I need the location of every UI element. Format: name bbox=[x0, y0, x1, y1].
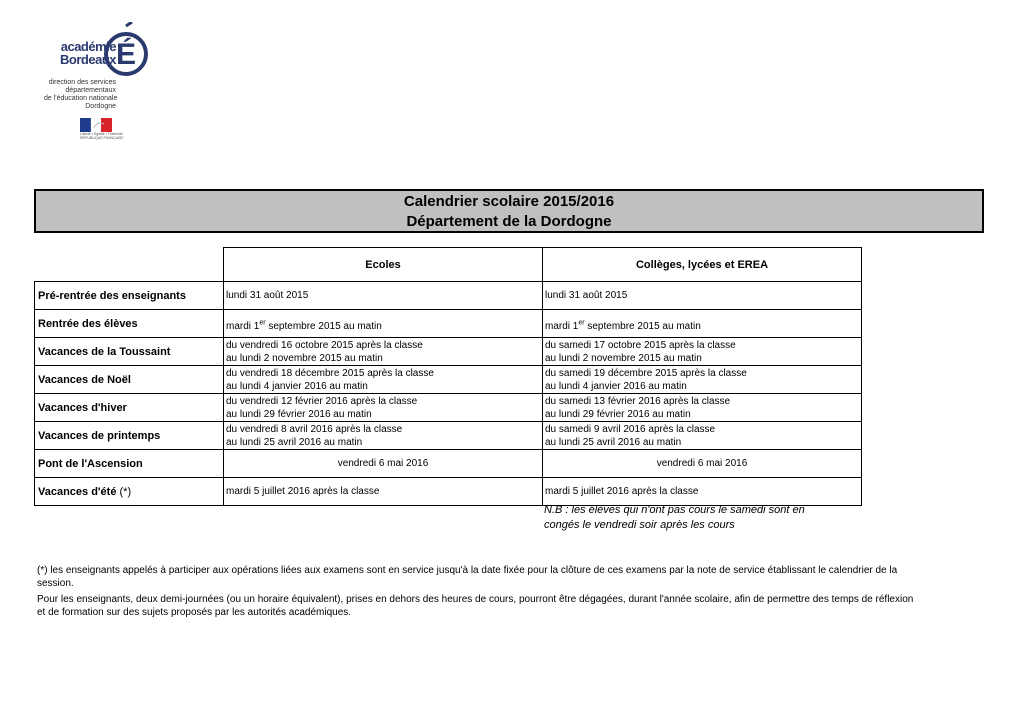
nb-note bbox=[544, 503, 844, 533]
direction-services-text bbox=[44, 79, 116, 111]
cell-ecoles bbox=[224, 310, 543, 338]
academie-e-emblem bbox=[102, 22, 152, 78]
table-row bbox=[35, 282, 862, 310]
cell-line: au lundi 29 février 2016 au matin bbox=[226, 408, 372, 420]
cell-line: du vendredi 8 avril 2016 après la classe bbox=[226, 423, 403, 435]
table-row bbox=[35, 366, 862, 394]
cell-line: du samedi 9 avril 2016 après la classe bbox=[545, 423, 716, 435]
nb-note-line: congés le vendredi soir après les cours bbox=[544, 519, 735, 531]
cell-line: du samedi 19 décembre 2015 après la classe bbox=[545, 367, 747, 379]
row-label: Rentrée des élèves bbox=[35, 310, 224, 338]
row-label bbox=[35, 478, 224, 506]
logo-letter: É bbox=[115, 38, 137, 71]
table-header-row bbox=[35, 248, 862, 282]
direction-line: de l'éducation nationale bbox=[44, 95, 118, 102]
row-label: Vacances de Noël bbox=[35, 366, 224, 394]
school-calendar-table bbox=[34, 247, 862, 506]
row-label-text: Vacances d'été bbox=[38, 485, 117, 498]
direction-line: Dordogne bbox=[85, 103, 116, 110]
logo-text-bordeaux: Bordeaux bbox=[60, 52, 116, 67]
table-row bbox=[35, 422, 862, 450]
table-row bbox=[35, 338, 862, 366]
cell-colleges: vendredi 6 mai 2016 bbox=[543, 450, 862, 478]
direction-line: direction des services bbox=[48, 79, 116, 86]
cell-line: au lundi 2 novembre 2015 au matin bbox=[545, 352, 702, 364]
table-row bbox=[35, 394, 862, 422]
cell-colleges: mardi 5 juillet 2016 après la classe bbox=[543, 478, 862, 506]
cell-ecoles bbox=[224, 338, 543, 366]
table-row bbox=[35, 478, 862, 506]
cell-ecoles bbox=[224, 366, 543, 394]
table-corner bbox=[35, 248, 224, 282]
cell-line: au lundi 2 novembre 2015 au matin bbox=[226, 352, 383, 364]
nb-note-line: N.B : les élèves qui n'ont pas cours le samedi sont en bbox=[544, 504, 805, 516]
footnotes bbox=[37, 564, 917, 622]
page-subtitle: Département de la Dordogne bbox=[406, 213, 612, 230]
footnote-paragraph: Pour les enseignants, deux demi-journées (ou un horaire équivalent), prises en dehors des heures de cours, pourront être dégagées, durant l'année scolaire, afin de permettre des temps de réflexion et de formation sur des sujets proposés par les autorités académiques. bbox=[37, 594, 914, 618]
table-row bbox=[35, 450, 862, 478]
cell-colleges: lundi 31 août 2015 bbox=[543, 282, 862, 310]
cell-line: au lundi 25 avril 2016 au matin bbox=[545, 436, 682, 448]
cell-sup: er bbox=[259, 319, 266, 327]
column-header-colleges: Collèges, lycées et EREA bbox=[543, 248, 862, 282]
cell-text: mardi 1 bbox=[545, 321, 579, 332]
cell-line: au lundi 25 avril 2016 au matin bbox=[226, 436, 363, 448]
footnote-paragraph: (*) les enseignants appelés à participer aux opérations liées aux examens sont en service jusqu'à la date fixée pour la clôture de ces examens par la note de service établissant le calendrier de la session. bbox=[37, 565, 898, 589]
cell-line: du samedi 17 octobre 2015 après la classe bbox=[545, 339, 736, 351]
cell-text: septembre 2015 au matin bbox=[265, 321, 382, 332]
cell-colleges bbox=[543, 338, 862, 366]
direction-line: départementaux bbox=[65, 87, 116, 94]
cell-text: septembre 2015 au matin bbox=[584, 321, 701, 332]
cell-sup: er bbox=[578, 319, 585, 327]
row-label: Vacances de printemps bbox=[35, 422, 224, 450]
row-label: Vacances d'hiver bbox=[35, 394, 224, 422]
cell-line: au lundi 4 janvier 2016 au matin bbox=[226, 380, 368, 392]
cell-line: au lundi 29 février 2016 au matin bbox=[545, 408, 691, 420]
row-label: Vacances de la Toussaint bbox=[35, 338, 224, 366]
cell-line: du vendredi 16 octobre 2015 après la classe bbox=[226, 339, 423, 351]
cell-line: du vendredi 12 février 2016 après la classe bbox=[226, 395, 418, 407]
cell-line: du samedi 13 février 2016 après la classe bbox=[545, 395, 731, 407]
row-label: Pré-rentrée des enseignants bbox=[35, 282, 224, 310]
table-row bbox=[35, 310, 862, 338]
cell-ecoles: lundi 31 août 2015 bbox=[224, 282, 543, 310]
cell-colleges bbox=[543, 422, 862, 450]
row-label-suffix: (*) bbox=[116, 485, 132, 498]
calendar-title-banner bbox=[34, 189, 984, 233]
cell-line: au lundi 4 janvier 2016 au matin bbox=[545, 380, 687, 392]
republique-francaise-logo bbox=[80, 118, 112, 132]
cell-colleges bbox=[543, 366, 862, 394]
cell-line: du vendredi 18 décembre 2015 après la classe bbox=[226, 367, 434, 379]
logo-text-academie: académie bbox=[60, 39, 116, 54]
page-title: Calendrier scolaire 2015/2016 bbox=[403, 193, 615, 210]
cell-ecoles: vendredi 6 mai 2016 bbox=[224, 450, 543, 478]
cell-colleges bbox=[543, 394, 862, 422]
cell-ecoles: mardi 5 juillet 2016 après la classe bbox=[224, 478, 543, 506]
cell-ecoles bbox=[224, 422, 543, 450]
republique-francaise-caption bbox=[80, 132, 124, 140]
cell-ecoles bbox=[224, 394, 543, 422]
cell-colleges bbox=[543, 310, 862, 338]
academie-logo bbox=[44, 22, 152, 142]
flag-caption-line: RÉPUBLIQUE FRANÇAISE bbox=[80, 136, 124, 140]
flag-caption-line: Liberté • Égalité • Fraternité bbox=[80, 132, 123, 136]
row-label: Pont de l'Ascension bbox=[35, 450, 224, 478]
column-header-ecoles: Ecoles bbox=[224, 248, 543, 282]
cell-text: mardi 1 bbox=[226, 321, 260, 332]
